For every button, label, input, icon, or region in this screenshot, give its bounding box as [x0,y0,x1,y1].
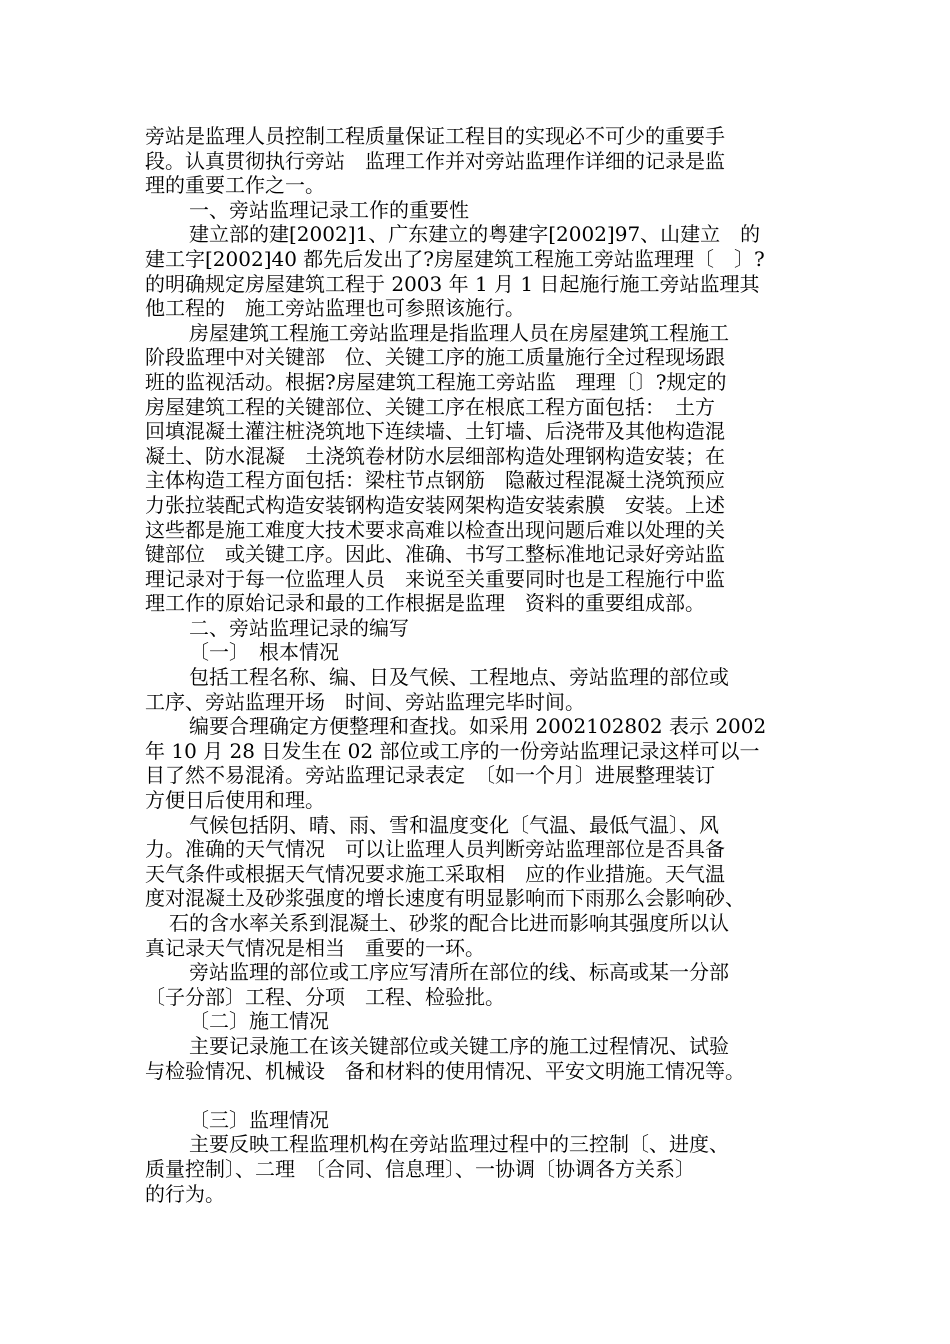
subsection-heading: 〔一〕 根本情况 [189,640,339,665]
text-line: 年 10 月 28 日发生在 02 部位或工序的一份旁站监理记录这样可以一 [145,738,760,763]
text-line: 包括工程名称、编、日及气候、工程地点、旁站监理的部位或 [189,665,729,690]
text-line: 力张拉装配式构造安装钢构造安装网架构造安装索膜 安装。上述 [145,492,725,517]
subsection-heading: 〔三〕监理情况 [189,1107,329,1132]
text-line: 主体构造工程方面包括：梁柱节点钢筋 隐蔽过程混凝土浇筑预应 [145,468,725,493]
text-line: 理记录对于每一位监理人员 来说至关重要同时也是工程施行中监 [145,566,725,591]
text-line: 房屋建筑工程施工旁站监理是指监理人员在房屋建筑工程施工 [189,320,729,345]
text-line: 旁站监理的部位或工序应写清所在部位的线、标高或某一分部 [189,960,729,985]
text-line: 房屋建筑工程的关键部位、关键工序在根底工程方面包括： 土方 [145,394,715,419]
text-line: 工序、旁站监理开场 时间、旁站监理完毕时间。 [145,689,585,714]
text-line: 回填混凝土灌注桩浇筑地下连续墙、土钉墙、后浇带及其他构造混 [145,419,725,444]
text-line: 段。认真贯彻执行旁站 监理工作并对旁站监理作详细的记录是监 [145,148,725,173]
text-line: 的行为。 [145,1181,225,1206]
text-line: 方便日后使用和理。 [145,788,325,813]
text-line: 主要记录施工在该关键部位或关键工序的施工过程情况、试验 [189,1033,729,1058]
text-line: 旁站是监理人员控制工程质量保证工程目的实现必不可少的重要手 [145,124,725,148]
text-line: 理工作的原始记录和最的工作根据是监理 资料的重要组成部。 [145,591,705,616]
text-line: 建立部的建[2002]1、广东建立的粤建字[2002]97、山建立 的 [189,222,761,247]
text-line: 班的监视活动。根据?房屋建筑工程施工旁站监 理理〔〕?规定的 [145,369,727,394]
text-line: 目了然不易混淆。旁站监理记录表定 〔如一个月〕进展整理装订 [145,763,715,788]
text-line: 的明确规定房屋建筑工程于 2003 年 1 月 1 日起施行施工旁站监理其 [145,271,760,296]
text-line: 编要合理确定方便整理和查找。如采用 2002102802 表示 2002 [189,714,767,739]
text-line: 他工程的 施工旁站监理也可参照该施行。 [145,296,525,321]
text-line: 〔子分部〕工程、分项 工程、检验批。 [145,984,505,1009]
subsection-heading: 〔二〕施工情况 [189,1009,329,1034]
text-line: 建工字[2002]40 都先后发出了?房屋建筑工程施工旁站监理理〔 〕? [145,246,765,271]
document-body [145,124,810,1206]
text-line: 理的重要工作之一。 [145,173,325,198]
text-line: 气候包括阴、晴、雨、雪和温度变化〔气温、最低气温〕、风 [189,812,719,837]
text-line: 力。准确的天气情况 可以让监理人员判断旁站监理部位是否具备 [145,837,725,862]
text-line: 度对混凝土及砂浆强度的增长速度有明显影响而下雨那么会影响砂、 [145,886,745,911]
text-line: 这些都是施工难度大技术要求高难以检查出现问题后难以处理的关 [145,517,725,542]
text-line: 键部位 或关键工序。因此、准确、书写工整标准地记录好旁站监 [145,542,725,567]
text-line: 真记录天气情况是相当 重要的一环。 [145,935,485,960]
text-line: 与检验情况、机械设 备和材料的使用情况、平安文明施工情况等。 [145,1058,745,1083]
text-line: 石的含水率关系到混凝土、砂浆的配合比进而影响其强度所以认 [169,911,729,935]
text-line: 阶段监理中对关键部 位、关键工序的施工质量施行全过程现场跟 [145,345,725,370]
text-line: 质量控制〕、二理 〔合同、信息理〕、一协调〔协调各方关系〕 [145,1156,695,1181]
text-line: 主要反映工程监理机构在旁站监理过程中的三控制〔、进度、 [189,1132,729,1157]
text-line: 凝土、防水混凝 土浇筑卷材防水层细部构造处理钢构造安装；在 [145,443,725,468]
paragraph-gap [145,1083,810,1108]
section-heading: 一、旁站监理记录工作的重要性 [189,197,469,222]
section-heading: 二、旁站监理记录的编写 [189,615,409,640]
text-line: 天气条件或根据天气情况要求施工采取相 应的作业措施。天气温 [145,861,725,886]
